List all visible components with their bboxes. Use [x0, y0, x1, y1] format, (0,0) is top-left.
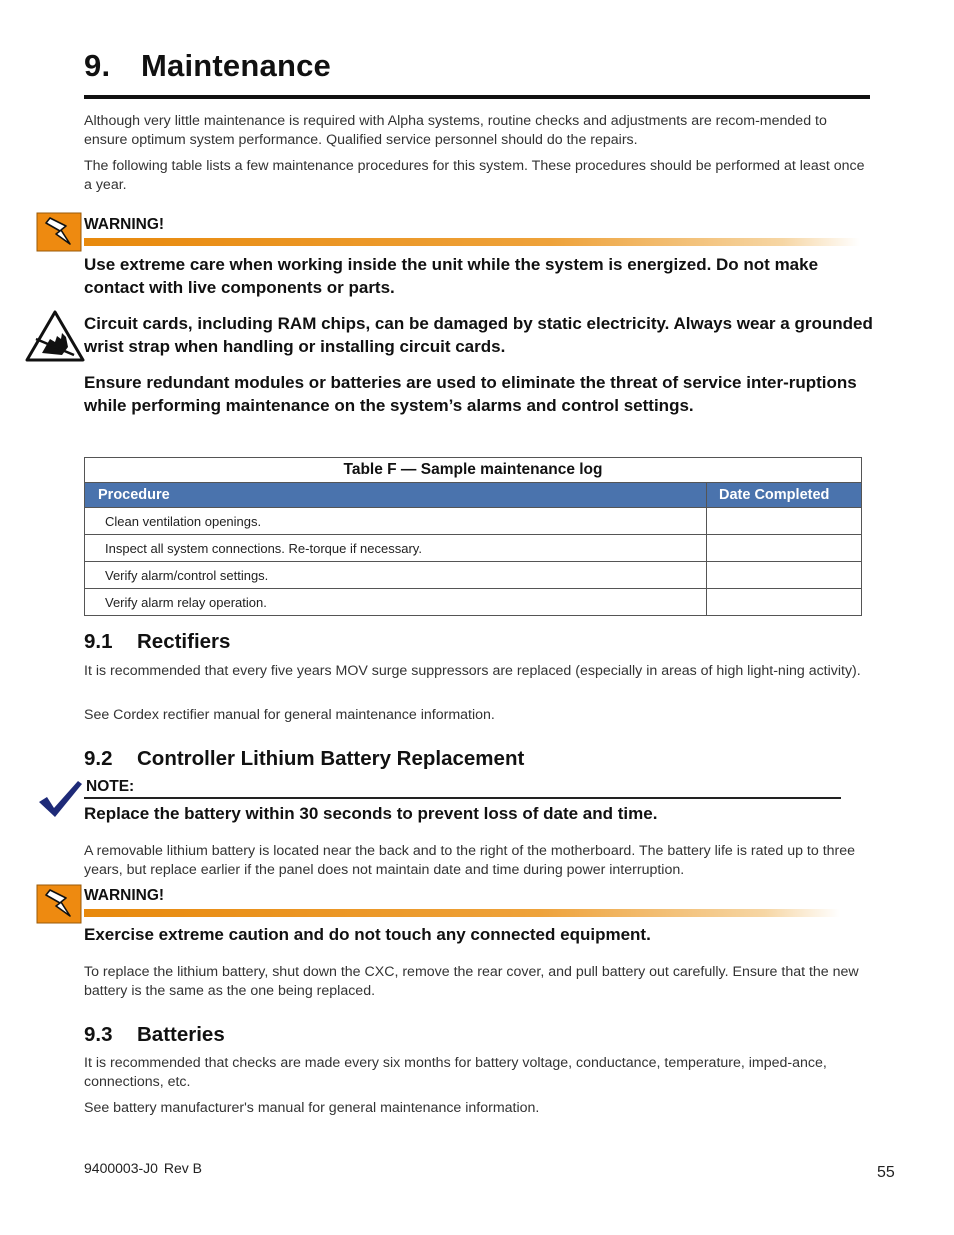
note-rule	[84, 797, 841, 799]
section-title: Controller Lithium Battery Replacement	[137, 747, 525, 770]
warning-text: Use extreme care when working inside the unit while the system is energized. Do not make contact with live components or parts.	[84, 255, 819, 297]
esd-text: Circuit cards, including RAM chips, can be damaged by static electricity. Always wear a grounded wrist strap when handling or installing circuit cards.	[84, 314, 873, 356]
table-row	[85, 589, 862, 616]
section-title: Rectifiers	[137, 630, 231, 653]
intro-paragraph-1: Although very little maintenance is required with Alpha systems, routine checks and adjustments are recom-mended to ensure optimum system performance. Qualified service personnel should do the repairs.	[84, 113, 827, 148]
rectifiers-paragraph-2: See Cordex rectifier manual for general maintenance information.	[84, 707, 495, 723]
batteries-paragraph-2: See battery manufacturer's manual for general maintenance information.	[84, 1100, 540, 1116]
section-title: Batteries	[137, 1023, 225, 1046]
rectifiers-paragraph-1: It is recommended that every five years MOV surge suppressors are replaced (especially in areas of high light-ning activity).	[84, 663, 861, 679]
date-cell	[707, 535, 862, 562]
date-cell	[707, 562, 862, 589]
procedure-cell: Verify alarm/control settings.	[85, 562, 707, 589]
title-rule	[84, 95, 870, 99]
battery-replacement-paragraph-1: A removable lithium battery is located near the back and to the right of the motherboard. The battery life is rated up to three years, but replace earlier if the panel does not maintain date and time during power interruption.	[84, 843, 856, 878]
date-cell	[707, 508, 862, 535]
column-header-procedure: Procedure	[85, 483, 707, 508]
section-heading-battery-replacement	[84, 747, 524, 771]
chapter-title: Maintenance	[141, 48, 331, 83]
battery-replacement-paragraph-2: To replace the lithium battery, shut down the CXC, remove the rear cover, and pull battery out carefully. Ensure that the new battery is the same as the one being replaced.	[84, 964, 859, 999]
checkmark-icon	[36, 778, 84, 820]
procedure-cell: Verify alarm relay operation.	[85, 589, 707, 616]
warning-label: WARNING!	[84, 887, 165, 904]
note-label: NOTE:	[86, 778, 135, 795]
warning-text: Exercise extreme caution and do not touch any connected equipment.	[84, 925, 651, 944]
chapter-number: 9.	[84, 48, 111, 83]
footer-revision: Rev B	[163, 1160, 203, 1176]
page-title	[84, 48, 331, 84]
procedure-cell: Clean ventilation openings.	[85, 508, 707, 535]
table-row	[85, 508, 862, 535]
section-number: 9.3	[84, 1023, 113, 1046]
warning-bar	[84, 909, 840, 917]
column-header-date-completed: Date Completed	[707, 483, 862, 508]
warning-label: WARNING!	[84, 216, 165, 233]
footer-doc-info	[84, 1160, 202, 1176]
table-row	[85, 562, 862, 589]
intro-paragraph-2: The following table lists a few maintenance procedures for this system. These procedures should be performed at least once a year.	[84, 158, 865, 193]
lightning-warning-icon	[36, 212, 82, 252]
section-heading-batteries	[84, 1023, 225, 1047]
date-cell	[707, 589, 862, 616]
section-number: 9.1	[84, 630, 113, 653]
warning-bar	[84, 238, 860, 246]
redundant-text: Ensure redundant modules or batteries are used to eliminate the threat of service inter-ruptions while performing maintenance on the system’s alarms and control settings.	[84, 373, 857, 415]
procedure-cell: Inspect all system connections. Re-torque if necessary.	[85, 535, 707, 562]
table-caption: Table F — Sample maintenance log	[85, 458, 862, 483]
lightning-warning-icon	[36, 884, 82, 924]
table-row	[85, 535, 862, 562]
note-text: Replace the battery within 30 seconds to prevent loss of date and time.	[84, 804, 658, 823]
section-number: 9.2	[84, 747, 113, 770]
page-number: 55	[877, 1164, 895, 1181]
esd-hand-icon	[24, 309, 86, 363]
maintenance-log-table	[84, 457, 862, 616]
footer-doc-number: 9400003-J0	[84, 1160, 158, 1176]
section-heading-rectifiers	[84, 630, 230, 654]
batteries-paragraph-1: It is recommended that checks are made every six months for battery voltage, conductance, temperature, imped-ance, connections, etc.	[84, 1055, 827, 1090]
